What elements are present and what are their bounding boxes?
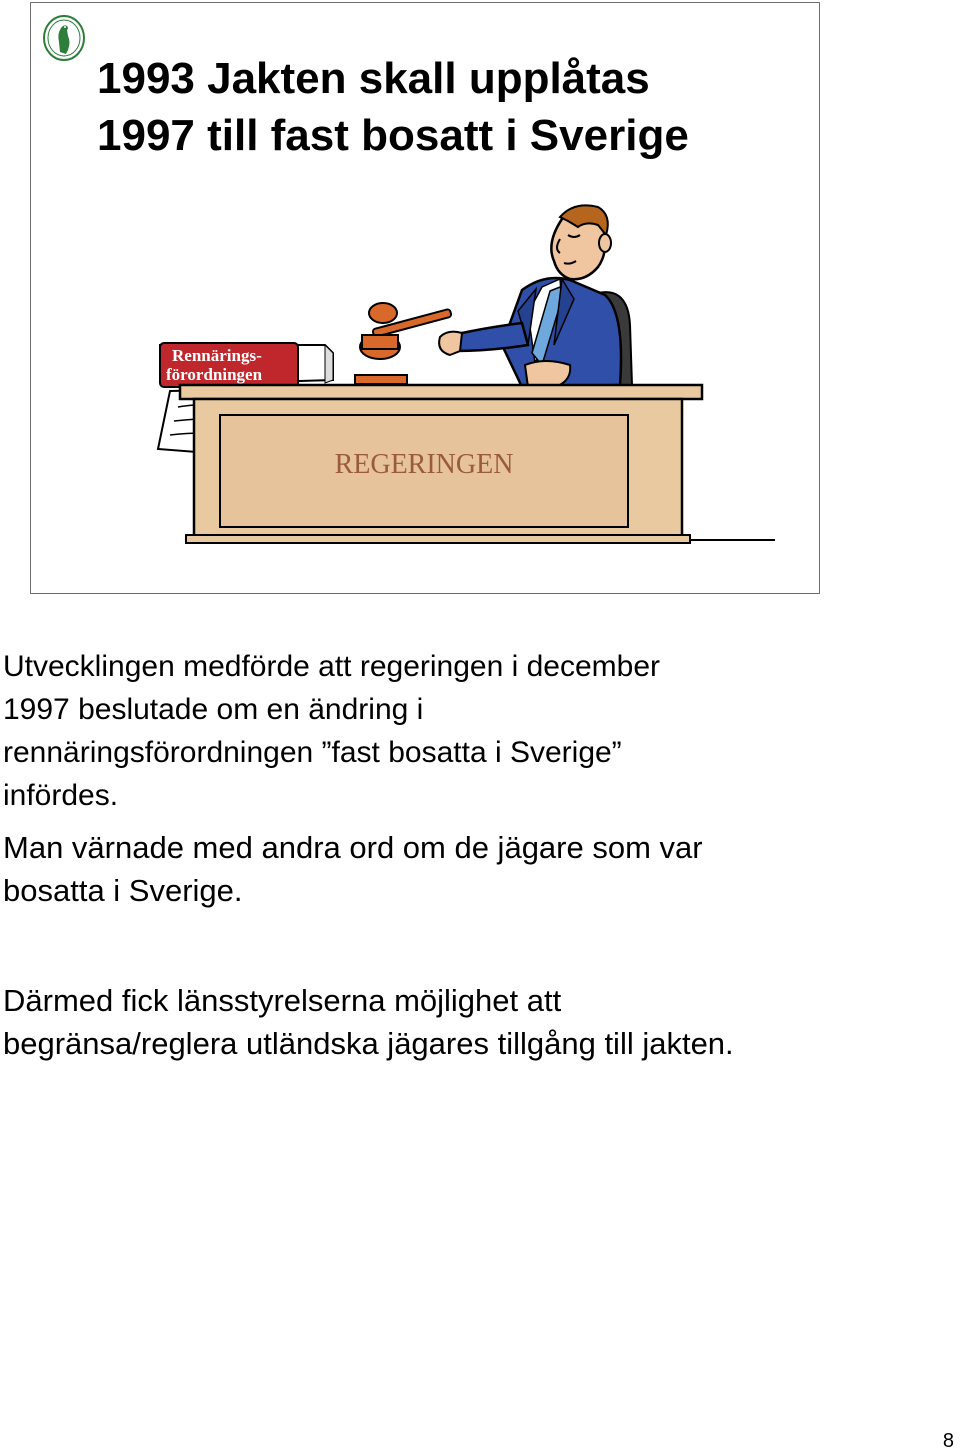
book-label-line-2: förordningen xyxy=(166,365,263,384)
paragraph-1 xyxy=(3,645,660,817)
desk-label: REGERINGEN xyxy=(334,449,514,480)
page-number: 8 xyxy=(942,1430,954,1452)
organization-logo xyxy=(40,12,88,64)
paragraph-1-line-3: rennäringsförordningen ”fast bosatta i Sverige” xyxy=(3,736,622,769)
paragraph-2 xyxy=(3,826,703,912)
slide-title-line-2: 1997 till fast bosatt i Sverige xyxy=(97,111,689,160)
paragraph-1-line-1: Utvecklingen medförde att regeringen i december xyxy=(3,650,661,683)
paragraph-2-line-2: bosatta i Sverige. xyxy=(3,873,243,908)
paragraph-2-line-1: Man värnade med andra ord om de jägare som var xyxy=(3,830,703,865)
book-label-line-1: Rennärings- xyxy=(172,346,262,365)
paragraph-3 xyxy=(3,979,734,1065)
paragraph-3-line-1: Därmed fick länsstyrelserna möjlighet att xyxy=(3,983,562,1018)
paragraph-1-line-4: infördes. xyxy=(3,779,119,812)
government-cartoon-illustration xyxy=(150,195,780,555)
slide-title-line-1: 1993 Jakten skall upplåtas xyxy=(97,54,650,103)
slide-title xyxy=(97,50,689,164)
paragraph-3-line-2: begränsa/reglera utländska jägares tillgång till jakten. xyxy=(3,1026,734,1061)
paragraph-1-line-2: 1997 beslutade om en ändring i xyxy=(3,693,424,726)
